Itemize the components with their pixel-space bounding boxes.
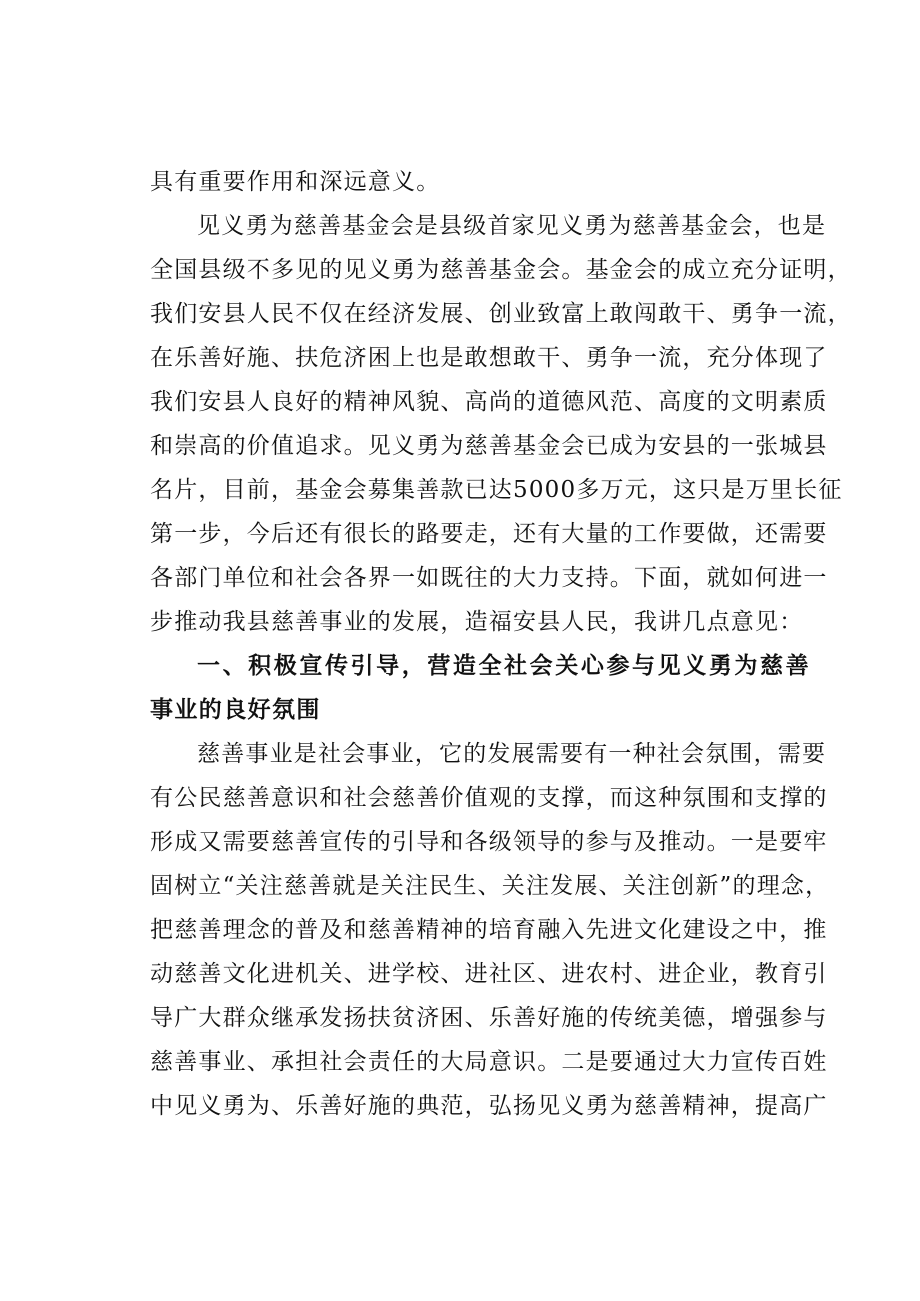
body-line-20: 中见义勇为、乐善好施的典范，弘扬见义勇为慈善精神，提高广 <box>150 1093 828 1119</box>
body-line-19: 慈善事业、承担社会责任的大局意识。二是要通过大力宣传百姓 <box>150 1049 828 1075</box>
body-line-1: 具有重要作用和深远意义。 <box>150 169 441 195</box>
body-line-6: 我们安县人良好的精神风貌、高尚的道德风范、高度的文明素质 <box>150 389 828 415</box>
body-line-17: 动慈善文化进机关、进学校、进社区、进农村、进企业，教育引 <box>150 961 828 987</box>
body-line-4: 我们安县人民不仅在经济发展、创业致富上敢闯敢干、勇争一流， <box>150 301 852 327</box>
body-line-14: 形成又需要慈善宣传的引导和各级领导的参与及推动。一是要牢 <box>150 829 828 855</box>
body-line-13: 有公民慈善意识和社会慈善价值观的支撑，而这种氛围和支撑的 <box>150 785 828 811</box>
body-line-10: 各部门单位和社会各界一如既往的大力支持。下面，就如何进一 <box>150 565 828 591</box>
body-line-18: 导广大群众继承发扬扶贫济困、乐善好施的传统美德，增强参与 <box>150 1005 828 1031</box>
body-line-9: 第一步，今后还有很长的路要走，还有大量的工作要做，还需要 <box>150 521 828 547</box>
body-line-5: 在乐善好施、扶危济困上也是敢想敢干、勇争一流，充分体现了 <box>150 345 828 371</box>
body-line-16: 把慈善理念的普及和慈善精神的培育融入先进文化建设之中，推 <box>150 917 828 943</box>
body-line-8: 名片，目前，基金会募集善款已达5000多万元，这只是万里长征 <box>150 477 843 503</box>
body-line-15: 固树立“关注慈善就是关注民生、关注发展、关注创新”的理念， <box>150 873 830 899</box>
section-heading-line-1: 一、积极宣传引导，营造全社会关心参与见义勇为慈善 <box>197 653 810 679</box>
section-heading-line-2: 事业的良好氛围 <box>150 697 321 723</box>
body-line-11: 步推动我县慈善事业的发展，造福安县人民，我讲几点意见： <box>150 609 804 635</box>
body-line-7: 和崇高的价值追求。见义勇为慈善基金会已成为安县的一张城县 <box>150 433 828 459</box>
body-line-3: 全国县级不多见的见义勇为慈善基金会。基金会的成立充分证明， <box>150 257 852 283</box>
body-line-12: 慈善事业是社会事业，它的发展需要有一种社会氛围，需要 <box>197 741 827 767</box>
body-line-2: 见义勇为慈善基金会是县级首家见义勇为慈善基金会，也是 <box>197 213 827 239</box>
